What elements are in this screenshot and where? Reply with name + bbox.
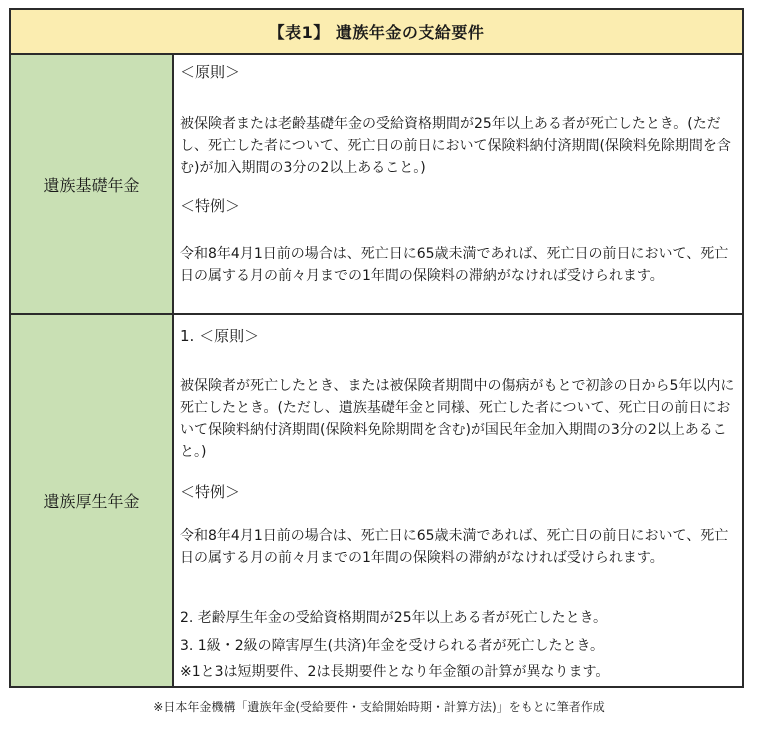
source-footnote: ※日本年金機構「遺族年金(受給要件・支給開始時期・計算方法)」をもとに筆者作成 (153, 700, 605, 714)
exception-heading: ＜特例＞ (180, 197, 241, 215)
requirements-table (9, 8, 744, 688)
table-row-employee-pension (11, 315, 742, 686)
row-content-basic-pension (174, 55, 742, 313)
row-content-employee-pension (174, 315, 742, 686)
exception-text: 令和8年4月1日前の場合は、死亡日に65歳未満であれば、死亡日の前日において、死亡日の属する月の前々月までの1年間の保険料の滞納がなければ受けられます。 (180, 528, 729, 566)
principle-text: 被保険者または老齢基礎年金の受給資格期間が25年以上ある者が死亡したとき。(ただし、死亡した者について、死亡日の前日において保険料納付済期間(保険料免除期間を含む)が加入期間の3分の2以上あること。) (180, 116, 731, 176)
row-label-basic-pension: 遺族基礎年金 (11, 55, 174, 313)
requirement-2-text: 2. 老齢厚生年金の受給資格期間が25年以上ある者が死亡したとき。 (180, 610, 608, 626)
principle-heading: 1. ＜原則＞ (180, 327, 260, 345)
exception-text: 令和8年4月1日前の場合は、死亡日に65歳未満であれば、死亡日の前日において、死亡日の属する月の前々月までの1年間の保険料の滞納がなければ受けられます。 (180, 246, 729, 284)
requirement-3-text: 3. 1級・2級の障害厚生(共済)年金を受けられる者が死亡したとき。 (180, 638, 604, 654)
principle-text: 被保険者が死亡したとき、または被保険者期間中の傷病がもとで初診の日から5年以内に死亡したとき。(ただし、遺族基礎年金と同様、死亡した者について、死亡日の前日において保険料納付済期間(保険料免除期間を含む)が国民年金加入期間の3分の2以上あること。) (180, 378, 735, 460)
exception-heading: ＜特例＞ (180, 483, 241, 501)
calculation-note: ※1と3は短期要件、2は長期要件となり年金額の計算が異なります。 (180, 664, 610, 680)
table-row-basic-pension (11, 55, 742, 315)
row-label-employee-pension: 遺族厚生年金 (11, 315, 174, 686)
table-title: 【表1】 遺族年金の支給要件 (11, 10, 742, 55)
principle-heading: ＜原則＞ (180, 63, 241, 81)
